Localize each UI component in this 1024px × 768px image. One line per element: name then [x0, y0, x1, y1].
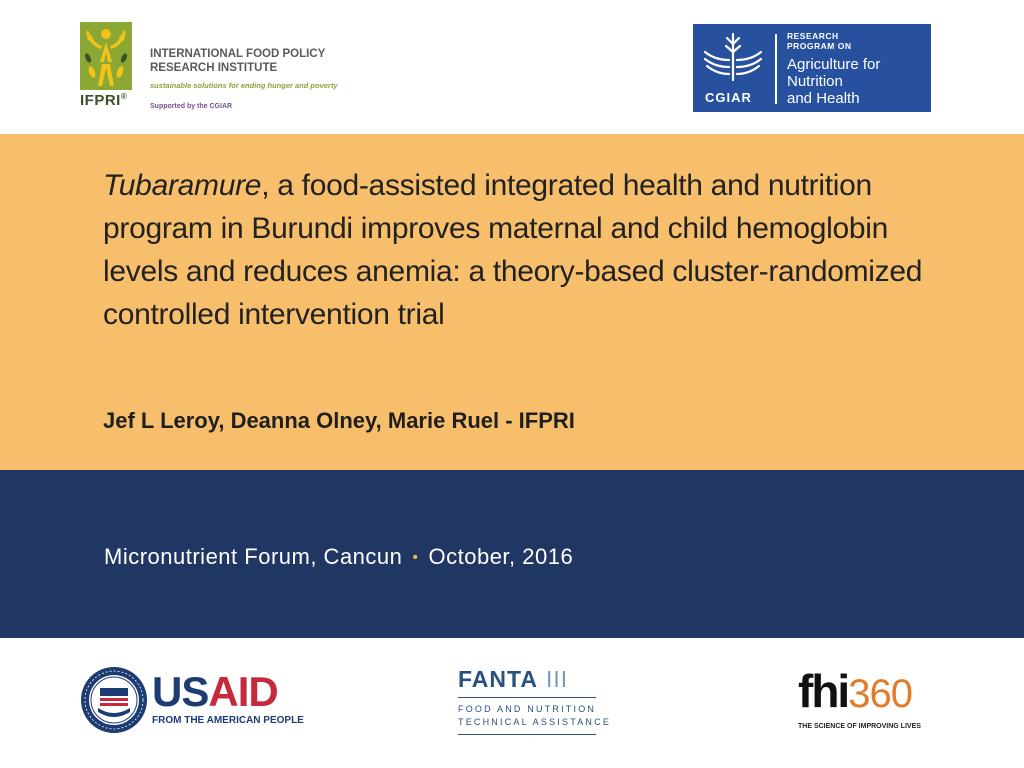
usaid-seal-icon [80, 666, 148, 734]
ifpri-logo [80, 22, 380, 114]
fanta-line-1: FOOD AND NUTRITION [458, 704, 597, 714]
fhi360-wordmark: fhi360 [798, 665, 912, 717]
event-date: October, 2016 [428, 544, 574, 569]
slide-title [103, 164, 933, 336]
usaid-logo [80, 666, 310, 738]
cgiar-wheat-emblem-icon [701, 30, 765, 84]
fhi360-logo [798, 665, 938, 738]
authors: Jef L Leroy, Deanna Olney, Marie Ruel - IFPRI [103, 408, 575, 433]
event-name: Micronutrient Forum, Cancun [104, 544, 403, 569]
ifpri-support-note: Supported by the CGIAR [150, 103, 233, 110]
ifpri-name: INTERNATIONAL FOOD POLICY RESEARCH INSTITUTE [150, 48, 326, 74]
program-name: Agriculture for Nutrition and Health [787, 56, 881, 107]
ifpri-abbreviation: IFPRI® [80, 92, 128, 109]
usaid-wordmark: USAID [152, 668, 278, 715]
event-line [104, 544, 573, 570]
cgiar-a4nh-logo [693, 24, 931, 112]
fanta-rule-bottom [458, 734, 596, 735]
fanta-wordmark: FANTA III [458, 666, 569, 692]
event-band [0, 470, 1024, 638]
ifpri-wheat-person-icon [80, 22, 132, 90]
fanta-logo [458, 666, 612, 738]
research-program-label: RESEARCH PROGRAM ON [787, 31, 852, 51]
fanta-line-2: TECHNICAL ASSISTANCE [458, 717, 612, 727]
usaid-tagline: FROM THE AMERICAN PEOPLE [152, 715, 304, 726]
cgiar-label: CGIAR [705, 90, 752, 105]
ifpri-tagline: sustainable solutions for ending hunger and poverty [150, 81, 338, 90]
separator-dot: • [412, 549, 419, 566]
fhi360-tagline: THE SCIENCE OF IMPROVING LIVES [798, 723, 921, 730]
title-italic-term: Tubaramure [103, 169, 262, 202]
logo-divider [775, 34, 777, 104]
title-text: , a food-assisted integrated health and nutrition program in Burundi improves maternal and child hemoglobin levels and reduces anemia: a theory-based cluster-randomized controlled intervention trial [103, 169, 923, 331]
fanta-rule [458, 697, 596, 698]
title-band [0, 134, 1024, 470]
